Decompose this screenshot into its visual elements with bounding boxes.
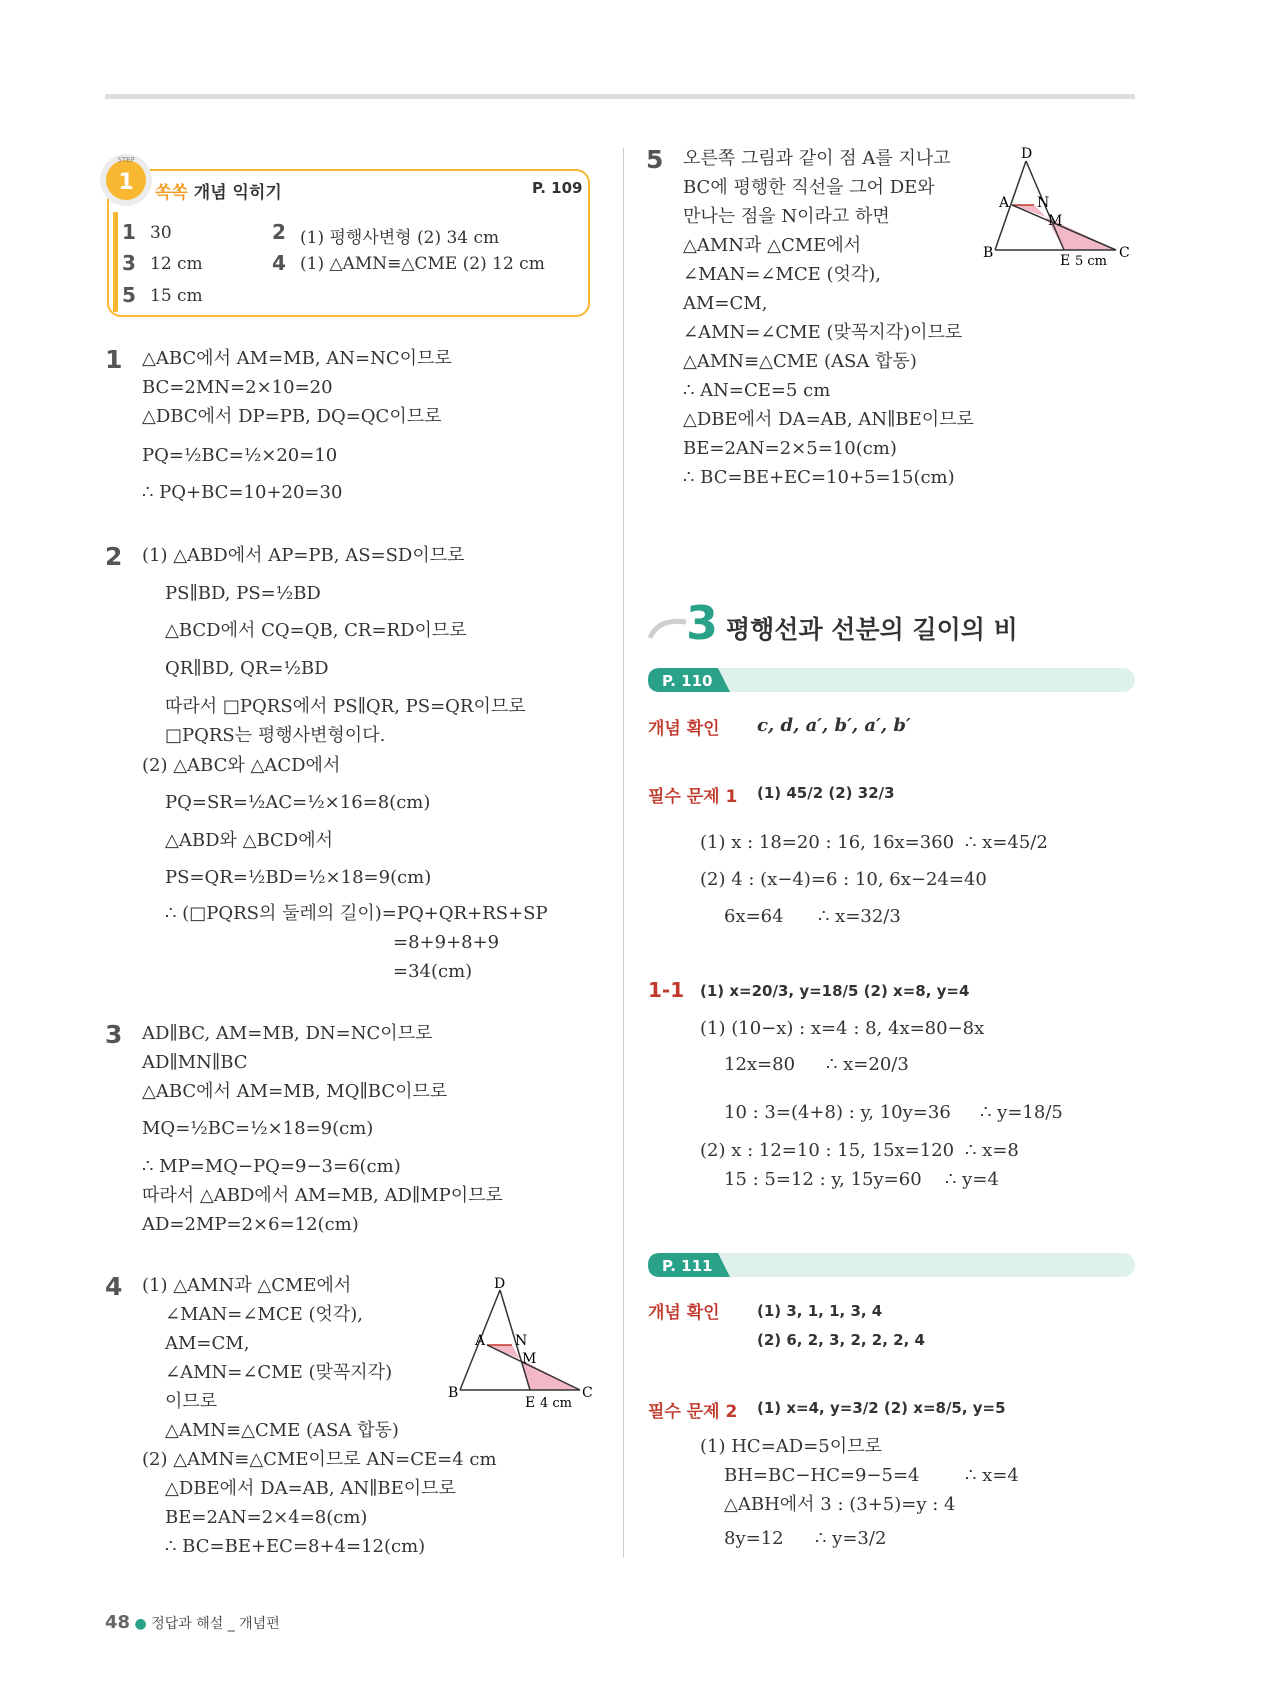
answer-num: 3	[122, 251, 136, 275]
concept-check-answer: c, d, a′, b′, a′, b′	[757, 715, 911, 736]
problem-number: 4	[105, 1272, 123, 1301]
solution-line: □PQRS는 평행사변형이다.	[165, 725, 386, 746]
solution-line: ∴ MP=MQ−PQ=9−3=6(cm)	[142, 1156, 401, 1177]
page-ref-bar	[648, 1253, 1135, 1277]
step-badge-icon	[96, 148, 158, 208]
solution-line: △ABC에서 AM=MB, MQ∥BC이므로	[142, 1081, 448, 1102]
solution-line: =8+9+8+9	[393, 932, 500, 953]
required-problem-answer: (1) 45/2 (2) 32/3	[757, 784, 895, 802]
footer-text: 정답과 해설 _ 개념편	[151, 1616, 280, 1632]
solution-line: ∴ y=3/2	[815, 1528, 887, 1549]
solution-line: 오른쪽 그림과 같이 점 A를 지나고	[683, 148, 951, 169]
solution-line: AD=2MP=2×6=12(cm)	[142, 1214, 359, 1235]
solution-line: △AMN≡△CME (ASA 합동)	[165, 1420, 399, 1441]
fig-label: E	[1060, 253, 1071, 269]
page-ref-label: P. 110	[662, 672, 713, 690]
step-rule	[113, 212, 118, 312]
page-ref-bar	[648, 668, 1135, 692]
solution-line: △BCD에서 CQ=QB, CR=RD이므로	[165, 620, 467, 641]
solution-line: =34(cm)	[393, 961, 473, 982]
solution-line: △DBE에서 DA=AB, AN∥BE이므로	[683, 409, 974, 430]
fig-label: C	[1119, 245, 1130, 261]
answer-text: 15 cm	[150, 286, 203, 306]
fig-label: C	[582, 1385, 593, 1401]
solution-line: ∴ x=45/2	[965, 832, 1048, 853]
step-badge-label: STEP	[117, 156, 135, 164]
solution-line: BE=2AN=2×4=8(cm)	[165, 1507, 368, 1528]
answer-num: 2	[272, 220, 286, 244]
step-title: 쏙쏙 개념 익히기	[155, 183, 282, 203]
solution-line: ∴ y=4	[945, 1169, 999, 1190]
solution-line: (2) △ABC와 △ACD에서	[142, 755, 341, 776]
fig-label: N	[1037, 195, 1050, 211]
solution-line: ∴ x=20/3	[826, 1054, 909, 1075]
fig-label: N	[515, 1333, 528, 1349]
problem4-figure	[445, 1275, 595, 1410]
solution-line: △AMN과 △CME에서	[683, 235, 862, 256]
solution-line: MQ=½BC=½×18=9(cm)	[142, 1118, 374, 1139]
solution-line: (2) △AMN≡△CME이므로 AN=CE=4 cm	[142, 1449, 497, 1470]
solution-line: PS∥BD, PS=½BD	[165, 583, 321, 604]
solution-line: 따라서 △ABD에서 AM=MB, AD∥MP이므로	[142, 1185, 503, 1206]
solution-line: 10 : 3=(4+8) : y, 10y=36	[724, 1102, 951, 1123]
section-swoosh-icon	[648, 612, 688, 640]
solution-line: AD∥MN∥BC	[142, 1052, 248, 1073]
required-problem-label: 필수 문제 2	[648, 1402, 738, 1422]
top-rule	[105, 94, 1135, 99]
solution-line: PQ=½BC=½×20=10	[142, 445, 338, 466]
solution-line: △ABD와 △BCD에서	[165, 830, 333, 851]
solution-line: AM=CM,	[683, 293, 768, 314]
concept-check-answer: (1) 3, 1, 1, 3, 4	[757, 1302, 883, 1320]
fig-label: D	[494, 1276, 506, 1292]
solution-line: BC에 평행한 직선을 그어 DE와	[683, 177, 935, 198]
required-problem-label: 필수 문제 1	[648, 787, 738, 807]
solution-line: ∴ x=4	[965, 1465, 1019, 1486]
concept-check-label: 개념 확인	[648, 1303, 720, 1323]
problem-1-1-answer: (1) x=20/3, y=18/5 (2) x=8, y=4	[700, 982, 970, 1000]
fig-label: D	[1021, 146, 1033, 162]
solution-line: (1) △AMN과 △CME에서	[142, 1275, 352, 1296]
solution-line: 15 : 5=12 : y, 15y=60	[724, 1169, 922, 1190]
fig-label: M	[1048, 213, 1063, 229]
solution-line: 12x=80	[724, 1054, 796, 1075]
problem-1-1-label: 1-1	[648, 978, 685, 1002]
solution-line: ∴ PQ+BC=10+20=30	[142, 482, 343, 503]
solution-line: △AMN≡△CME (ASA 합동)	[683, 351, 917, 372]
answer-num: 5	[122, 283, 136, 307]
fig-length: 5 cm	[1075, 254, 1108, 269]
answer-num: 4	[272, 251, 286, 275]
solution-line: ∴ AN=CE=5 cm	[683, 380, 831, 401]
step-badge-num: 1	[118, 170, 134, 195]
solution-line: ∴ y=18/5	[980, 1102, 1063, 1123]
fig-length: 4 cm	[540, 1396, 573, 1410]
fig-label: B	[448, 1385, 459, 1401]
column-divider	[623, 148, 624, 1558]
problem5-figure	[980, 145, 1140, 270]
fig-label: B	[983, 245, 994, 261]
solution-line: ∴ (□PQRS의 둘레의 길이)=PQ+QR+RS+SP	[165, 903, 548, 924]
solution-line: BE=2AN=2×5=10(cm)	[683, 438, 897, 459]
answer-text: 12 cm	[150, 254, 203, 274]
solution-line: AD∥BC, AM=MB, DN=NC이므로	[142, 1023, 433, 1044]
step-page-ref: P. 109	[532, 179, 583, 197]
problem-number: 2	[105, 542, 123, 571]
fig-label: A	[475, 1333, 486, 1349]
required-problem-answer: (1) x=4, y=3/2 (2) x=8/5, y=5	[757, 1399, 1006, 1417]
footer-dot-icon: ●	[134, 1616, 152, 1632]
fig-label: E	[525, 1395, 536, 1410]
concept-check-answer: (2) 6, 2, 3, 2, 2, 2, 4	[757, 1331, 925, 1349]
solution-line: △ABC에서 AM=MB, AN=NC이므로	[142, 348, 452, 369]
fig-label: A	[999, 195, 1010, 211]
solution-line: (1) (10−x) : x=4 : 8, 4x=80−8x	[700, 1018, 985, 1039]
solution-line: ∴ BC=BE+EC=8+4=12(cm)	[165, 1536, 426, 1557]
solution-line: ∠AMN=∠CME (맞꼭지각)이므로	[683, 322, 963, 343]
answer-text: 30	[150, 223, 172, 243]
page-footer	[105, 1612, 280, 1633]
fig-label: M	[522, 1351, 537, 1367]
answer-text: (1) 평행사변형 (2) 34 cm	[300, 228, 500, 248]
page-number: 48	[105, 1612, 131, 1633]
solution-line: ∠MAN=∠MCE (엇각),	[683, 264, 882, 285]
section-number: 3	[686, 596, 719, 650]
solution-line: 이므로	[165, 1391, 218, 1412]
solution-line: ∠MAN=∠MCE (엇각),	[165, 1304, 364, 1325]
solution-line: PS=QR=½BD=½×18=9(cm)	[165, 867, 432, 888]
solution-line: ∠AMN=∠CME (맞꼭지각)	[165, 1362, 393, 1383]
solution-line: BH=BC−HC=9−5=4	[724, 1465, 920, 1486]
section-title: 평행선과 선분의 길이의 비	[726, 615, 1018, 644]
solution-line: (1) x : 18=20 : 16, 16x=360	[700, 832, 955, 853]
solution-line: ∴ BC=BE+EC=10+5=15(cm)	[683, 467, 955, 488]
answer-num: 1	[122, 220, 136, 244]
solution-line: (1) △ABD에서 AP=PB, AS=SD이므로	[142, 545, 465, 566]
page-ref-label: P. 111	[662, 1257, 713, 1275]
solution-line: (2) x : 12=10 : 15, 15x=120	[700, 1140, 955, 1161]
solution-line: (2) 4 : (x−4)=6 : 10, 6x−24=40	[700, 869, 987, 890]
solution-line: 8y=12	[724, 1528, 784, 1549]
solution-line: PQ=SR=½AC=½×16=8(cm)	[165, 792, 431, 813]
solution-line: ∴ x=32/3	[818, 906, 901, 927]
problem-number: 1	[105, 345, 123, 374]
solution-line: △DBE에서 DA=AB, AN∥BE이므로	[165, 1478, 456, 1499]
solution-line: BC=2MN=2×10=20	[142, 377, 333, 398]
solution-line: 만나는 점을 N이라고 하면	[683, 206, 890, 227]
solution-line: 6x=64	[724, 906, 784, 927]
problem-number: 3	[105, 1020, 123, 1049]
solution-line: △ABH에서 3 : (3+5)=y : 4	[724, 1494, 956, 1515]
solution-line: ∴ x=8	[965, 1140, 1019, 1161]
solution-line: (1) HC=AD=5이므로	[700, 1436, 882, 1457]
solution-line: 따라서 □PQRS에서 PS∥QR, PS=QR이므로	[165, 696, 526, 717]
solution-line: AM=CM,	[165, 1333, 250, 1354]
concept-check-label: 개념 확인	[648, 719, 720, 739]
solution-line: △DBC에서 DP=PB, DQ=QC이므로	[142, 406, 442, 427]
answer-text: (1) △AMN≡△CME (2) 12 cm	[300, 254, 545, 274]
solution-line: QR∥BD, QR=½BD	[165, 658, 329, 679]
problem-number: 5	[646, 145, 664, 174]
